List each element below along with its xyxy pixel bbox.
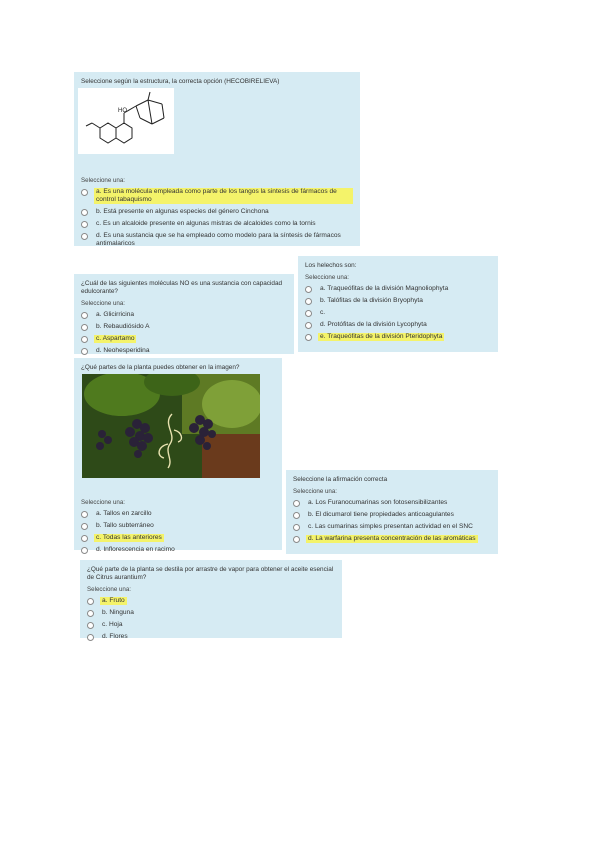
option-label: d. La warfarina presenta concentración de las aromáticas: [308, 535, 476, 542]
option-c[interactable]: [81, 220, 353, 228]
select-label: Seleccione una:: [81, 177, 126, 184]
question-prompt: ¿Qué partes de la planta puedes obtener en la imagen?: [81, 364, 240, 371]
select-label: Seleccione una:: [87, 586, 132, 593]
radio-button[interactable]: [81, 189, 88, 196]
option-d[interactable]: [81, 347, 287, 355]
radio-button[interactable]: [81, 312, 88, 319]
option-b[interactable]: [81, 323, 287, 331]
option-label: d. Inflorescencia en racimo: [96, 546, 175, 553]
option-label: a. Tallos en zarcillo: [96, 510, 152, 517]
option-label: c. Las cumarinas simples presentan actividad en el SNC: [308, 523, 473, 530]
radio-button[interactable]: [305, 298, 312, 305]
option-c[interactable]: [81, 534, 275, 542]
option-label: a. Es una molécula empleada como parte de los tangos la sintesis de fármacos de control tabaquismo: [94, 188, 353, 204]
radio-button[interactable]: [293, 524, 300, 531]
radio-button[interactable]: [305, 286, 312, 293]
option-label: b. Rebaudiósido A: [96, 323, 150, 330]
option-label: b. Tallo subterráneo: [96, 522, 154, 529]
option-c[interactable]: [293, 523, 491, 531]
option-a[interactable]: [81, 188, 353, 204]
option-label: b. Talófitas de la división Bryophyta: [320, 297, 423, 304]
radio-button[interactable]: [81, 324, 88, 331]
radio-button[interactable]: [305, 322, 312, 329]
radio-button[interactable]: [81, 535, 88, 542]
radio-button[interactable]: [81, 547, 88, 554]
radio-button[interactable]: [81, 511, 88, 518]
option-d[interactable]: [81, 232, 353, 248]
radio-button[interactable]: [305, 334, 312, 341]
option-label: e. Traqueófitas de la división Pteridophyta: [320, 333, 443, 340]
option-b[interactable]: [305, 297, 491, 305]
select-label: Seleccione una:: [81, 499, 126, 506]
question-card-4: [74, 358, 282, 553]
option-d[interactable]: [81, 546, 275, 554]
question-card-5: [286, 470, 498, 554]
option-b[interactable]: [87, 609, 335, 617]
option-label: b. Está presente en algunas especies del género Cinchona: [96, 208, 269, 215]
radio-button[interactable]: [293, 500, 300, 507]
select-label: Seleccione una:: [293, 488, 338, 495]
question-prompt: ¿Cuál de las siguientes moléculas NO es una sustancia con capacidad edulcorante?: [81, 280, 283, 295]
option-label: a. Los Furanocumarinas son fotosensibilizantes: [308, 499, 448, 506]
radio-button[interactable]: [305, 310, 312, 317]
option-label: d. Es una sustancia que se ha empleado como modelo para la síntesis de fármacos antimalaricos: [96, 232, 341, 247]
option-b[interactable]: [81, 522, 275, 530]
molecule-drawing: [78, 88, 174, 154]
option-label: c.: [320, 309, 326, 316]
option-label: d. Protófitas de la división Lycophyta: [320, 321, 427, 328]
option-label: a. Fruto: [102, 597, 125, 604]
option-label: d. Neohesperidina: [96, 347, 150, 354]
option-d[interactable]: [305, 321, 491, 329]
option-a[interactable]: [81, 510, 275, 518]
option-label: a. Glicirricina: [96, 311, 135, 318]
option-label: d. Flores: [102, 633, 128, 640]
option-c[interactable]: [305, 309, 491, 317]
question-prompt: Seleccione la afirmación correcta: [293, 476, 388, 483]
grapevine-illustration: [82, 374, 260, 478]
select-label: Seleccione una:: [305, 274, 350, 281]
option-b[interactable]: [293, 511, 491, 519]
radio-button[interactable]: [87, 622, 94, 629]
select-label: Seleccione una:: [81, 300, 126, 307]
option-a[interactable]: [87, 597, 335, 605]
option-a[interactable]: [293, 499, 491, 507]
option-b[interactable]: [81, 208, 353, 216]
molecule-structure-image: [78, 88, 174, 154]
option-label: b. El dicumarol tiene propiedades anticoagulantes: [308, 511, 454, 518]
question-prompt: Los helechos son:: [305, 262, 357, 269]
radio-button[interactable]: [81, 221, 88, 228]
option-label: c. Es un alcaloide presente en algunas mistras de alcaloides como la tornis: [96, 220, 316, 227]
option-label: c. Aspartamo: [96, 335, 135, 342]
option-label: b. Ninguna: [102, 609, 134, 616]
question-prompt: ¿Qué parte de la planta se destila por arrastre de vapor para obtener el aceite esencial de Citrus aurantium?: [87, 566, 334, 581]
radio-button[interactable]: [87, 598, 94, 605]
option-c[interactable]: [87, 621, 335, 629]
option-c[interactable]: [81, 335, 287, 343]
radio-button[interactable]: [81, 209, 88, 216]
option-label: c. Todas las anteriores: [96, 534, 162, 541]
option-label: c. Hoja: [102, 621, 123, 628]
option-label: a. Traqueófitas de la división Magnoliophyta: [320, 285, 449, 292]
question-card-1: [74, 72, 360, 246]
option-d[interactable]: [87, 633, 335, 641]
radio-button[interactable]: [87, 634, 94, 641]
grapevine-photo: [82, 374, 260, 478]
option-a[interactable]: [81, 311, 287, 319]
radio-button[interactable]: [293, 536, 300, 543]
radio-button[interactable]: [293, 512, 300, 519]
radio-button[interactable]: [81, 233, 88, 240]
question-card-3: [298, 256, 498, 352]
option-e[interactable]: [305, 333, 491, 341]
radio-button[interactable]: [87, 610, 94, 617]
radio-button[interactable]: [81, 523, 88, 530]
hydroxyl-label: HO: [118, 108, 127, 114]
question-card-2: [74, 274, 294, 354]
option-a[interactable]: [305, 285, 491, 293]
radio-button[interactable]: [81, 348, 88, 355]
radio-button[interactable]: [81, 336, 88, 343]
option-d[interactable]: [293, 535, 491, 543]
question-prompt: Seleccione según la estructura, la correcta opción (HECOBIRELIEVA): [81, 78, 280, 85]
question-card-6: [80, 560, 342, 638]
